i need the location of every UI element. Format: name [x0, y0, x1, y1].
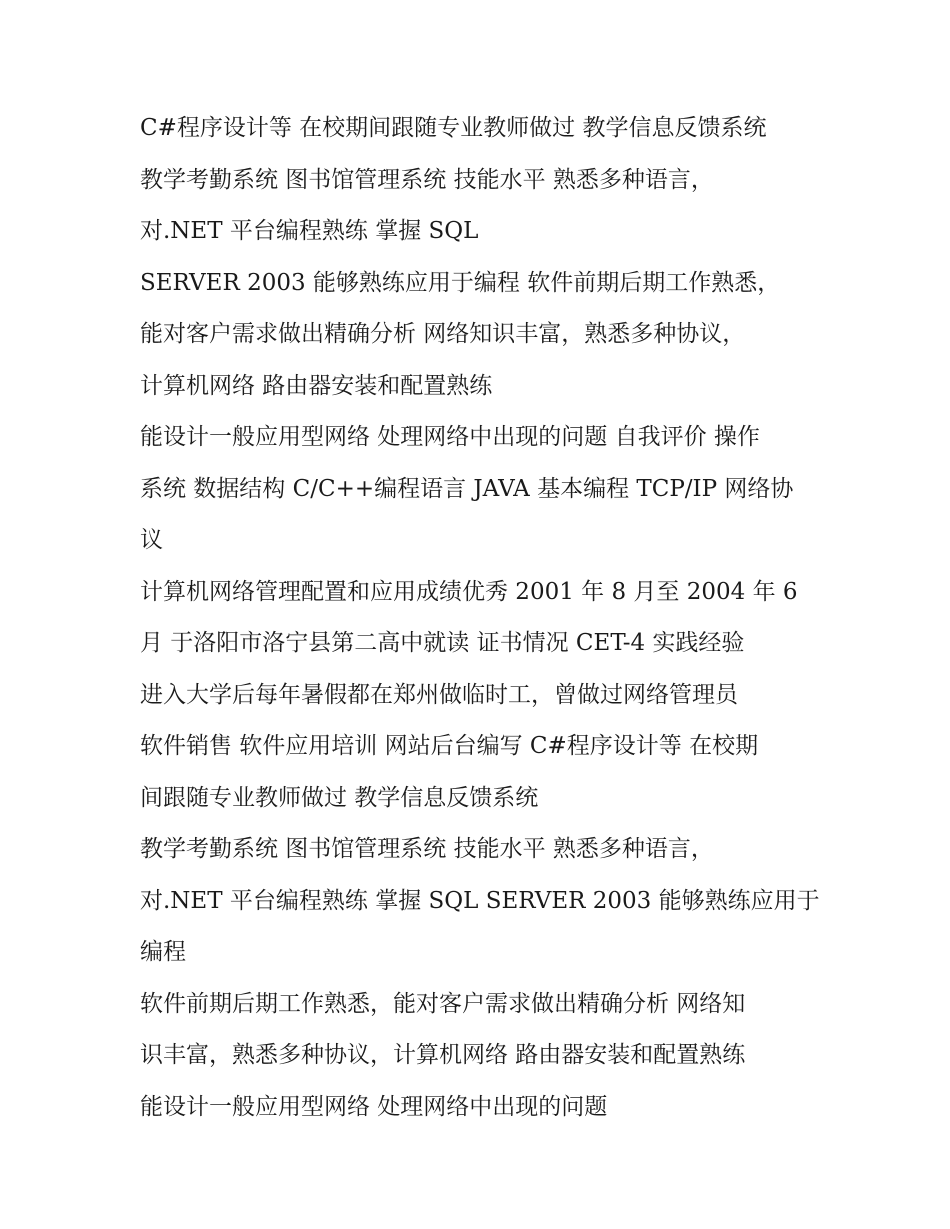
text-line: 间跟随专业教师做过 教学信息反馈系统 — [140, 784, 539, 811]
text-line: 教学考勤系统 图书馆管理系统 技能水平 熟悉多种语言， — [140, 166, 714, 193]
text-line: SERVER 2003 能够熟练应用于编程 软件前期后期工作熟悉， — [140, 269, 781, 296]
text-line: C#程序设计等 在校期间跟随专业教师做过 教学信息反馈系统 — [140, 115, 767, 141]
text-line: 能设计一般应用型网络 处理网络中出现的问题 — [140, 1093, 608, 1120]
text-line: 识丰富，熟悉多种协议，计算机网络 路由器安装和配置熟练 — [140, 1042, 746, 1068]
text-line: 进入大学后每年暑假都在郑州做临时工，曾做过网络管理员 — [140, 681, 738, 708]
text-line: 能对客户需求做出精确分析 网络知识丰富，熟悉多种协议， — [140, 321, 746, 347]
text-line: 对.NET 平台编程熟练 掌握 SQL SERVER 2003 能够熟练应用于 — [140, 887, 820, 914]
text-line: 对.NET 平台编程熟练 掌握 SQL — [140, 218, 479, 244]
text-line: 能设计一般应用型网络 处理网络中出现的问题 自我评价 操作 — [140, 424, 760, 450]
text-line: 系统 数据结构 C/C++编程语言 JAVA 基本编程 TCP/IP 网络协 — [140, 475, 794, 502]
text-line: 教学考勤系统 图书馆管理系统 技能水平 熟悉多种语言， — [140, 836, 714, 862]
text-line: 议 — [140, 527, 163, 553]
text-line: 计算机网络管理配置和应用成绩优秀 2001 年 8 月至 2004 年 6 — [140, 578, 798, 605]
text-line: 软件前期后期工作熟悉，能对客户需求做出精确分析 网络知 — [140, 990, 746, 1017]
text-line: 月 于洛阳市洛宁县第二高中就读 证书情况 CET-4 实践经验 — [140, 630, 745, 656]
text-line: 软件销售 软件应用培训 网站后台编写 C#程序设计等 在校期 — [140, 733, 759, 759]
text-line: 计算机网络 路由器安装和配置熟练 — [140, 372, 493, 399]
text-line: 编程 — [140, 939, 186, 965]
document-body — [140, 103, 820, 1133]
